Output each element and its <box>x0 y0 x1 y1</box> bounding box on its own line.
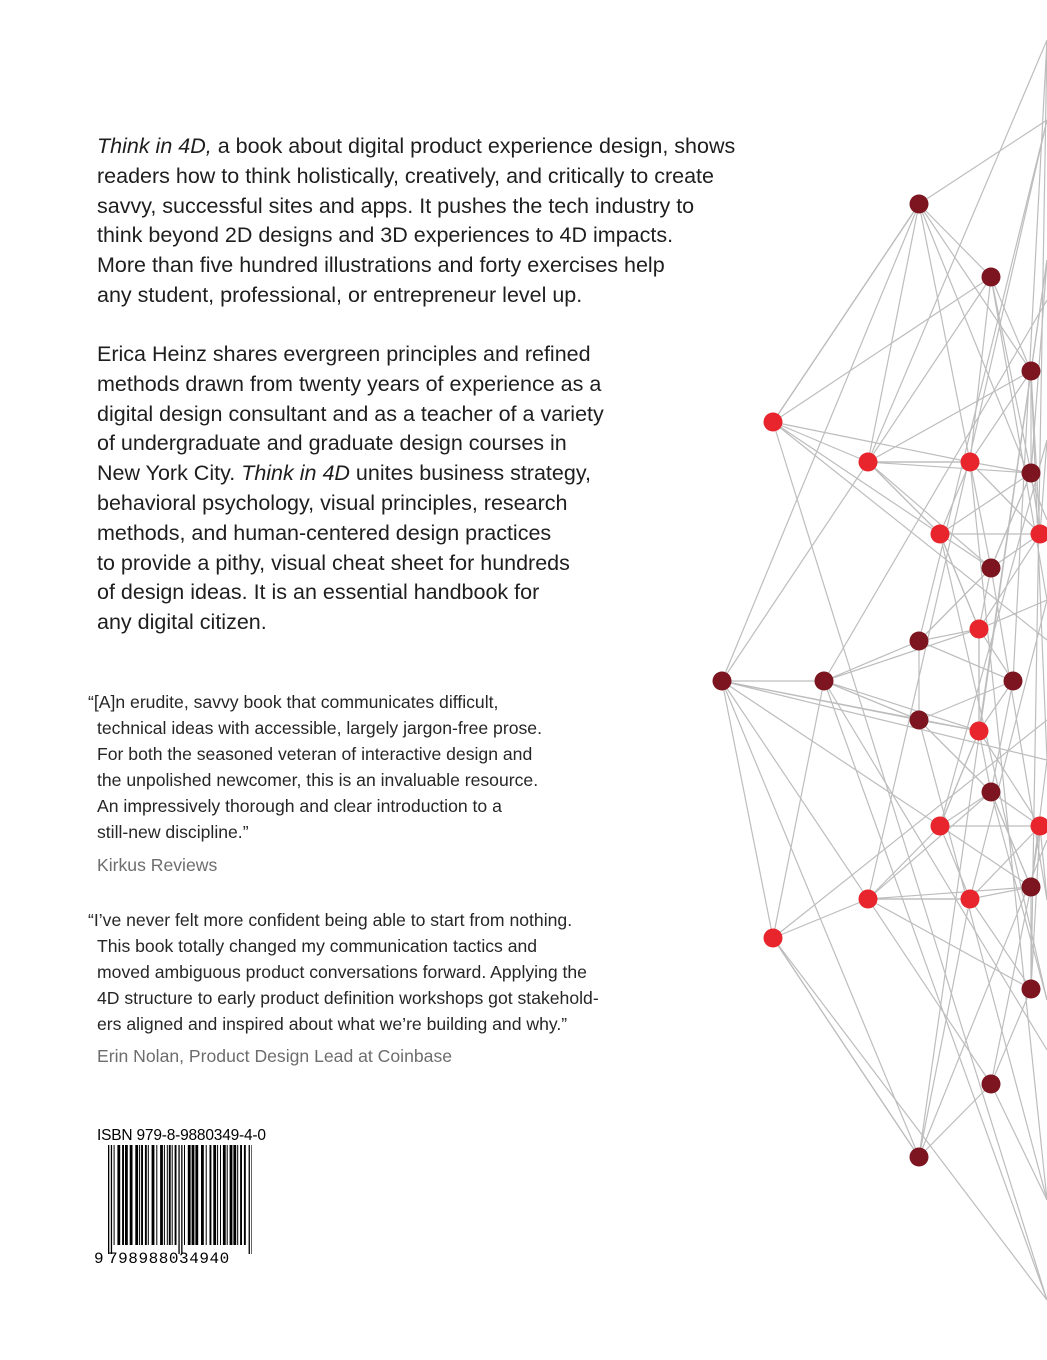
barcode-bar <box>195 1145 198 1245</box>
barcode-bar <box>251 1145 252 1254</box>
network-node <box>764 413 783 432</box>
description-line: behavioral psychology, visual principles, research <box>97 490 568 515</box>
barcode-bar <box>192 1145 195 1245</box>
description-line: methods drawn from twenty years of experience as a <box>97 371 602 396</box>
description-line: any digital citizen. <box>97 610 267 635</box>
network-edge <box>868 792 991 899</box>
network-edge <box>991 1084 1047 1200</box>
network-node <box>982 1075 1001 1094</box>
network-edge <box>722 681 1047 760</box>
quote-line: “I’ve never felt more confident being able to start from nothing. <box>88 910 573 930</box>
network-edges <box>722 40 1047 1300</box>
barcode-bar <box>206 1145 207 1245</box>
barcode-digits: 798988034940 <box>108 1250 230 1268</box>
barcode-bar <box>169 1145 171 1245</box>
network-node <box>764 929 783 948</box>
network-edge <box>991 989 1031 1084</box>
network-edge <box>940 826 1031 887</box>
quote-line: For both the seasoned veteran of interactive design and <box>97 744 533 764</box>
barcode-bar <box>135 1145 138 1245</box>
barcode-bar <box>130 1145 133 1245</box>
network-edge <box>919 1084 991 1157</box>
barcode-bar <box>188 1145 191 1245</box>
network-node <box>910 711 929 730</box>
network-edge <box>940 826 970 899</box>
network-edge <box>824 629 979 681</box>
network-edge <box>773 938 919 1157</box>
description-paragraph-1: Think in 4D, a book about digital product experience design, shows readers how to think holistically, creatively, and critically to create savvy, successful sites and apps. It pushes the tech industry to think beyond 2D designs and 3D experiences to 4D impacts. More than five hundred illustrations and forty exercises help any student, professional, or entrepreneur level up. <box>97 132 735 311</box>
description-line: to provide a pithy, visual cheat sheet for hundreds <box>97 550 570 575</box>
network-edge <box>722 462 868 681</box>
book-title-italic: Think in 4D, <box>97 134 212 158</box>
network-edge <box>1031 371 1047 760</box>
blurb-quote-1 <box>88 689 542 845</box>
barcode-bar <box>249 1145 250 1254</box>
barcode-bar <box>117 1145 120 1245</box>
description-paragraph-2: Erica Heinz shares evergreen principles and refined methods drawn from twenty years of experience as a digital design consultant and as a teacher of a variety of undergraduate and graduate design courses in New York City. Think in 4D unites business strategy, behavioral psychology, visual principles, research methods, and human-centered design practices to provide a pithy, visual cheat sheet for hundreds of design ideas. It is an essential handbook for any digital citizen. <box>97 340 604 638</box>
network-node <box>859 890 878 909</box>
isbn-label: ISBN 979-8-9880349-4-0 <box>97 1127 266 1144</box>
description-line: Erica Heinz shares evergreen principles and refined <box>97 342 591 366</box>
network-node <box>961 890 980 909</box>
network-edge <box>824 641 919 681</box>
description-line: savvy, successful sites and apps. It pushes the tech industry to <box>97 193 695 218</box>
quote-line: technical ideas with accessible, largely jargon-free prose. <box>97 718 542 738</box>
barcode-bar <box>233 1145 236 1245</box>
network-node <box>859 453 878 472</box>
network-node <box>910 195 929 214</box>
quote-line: moved ambiguous product conversations forward. Applying the <box>97 962 587 982</box>
network-node <box>982 783 1001 802</box>
barcode-bar <box>227 1145 228 1245</box>
network-edge <box>868 826 940 899</box>
quote-line: the unpolished newcomer, this is an invaluable resource. <box>97 770 539 790</box>
network-edge <box>919 260 1047 1157</box>
quote-line: This book totally changed my communication tactics and <box>97 936 538 956</box>
network-edge <box>773 422 1047 640</box>
network-node <box>961 453 980 472</box>
network-node <box>970 722 989 741</box>
blurb-attribution-2: Erin Nolan, Product Design Lead at Coinbase <box>97 1046 453 1066</box>
barcode-bar <box>111 1145 112 1254</box>
network-edge <box>824 681 919 720</box>
barcode-bar <box>139 1145 140 1245</box>
network-edge <box>722 681 919 1157</box>
description-line: any student, professional, or entrepreneur level up. <box>97 282 583 307</box>
barcode-bar <box>244 1145 246 1245</box>
network-edge <box>824 681 1047 1300</box>
blurb-quote-2 <box>88 907 599 1037</box>
barcode-bar <box>125 1145 128 1245</box>
network-edge <box>919 204 991 277</box>
barcode-bar <box>220 1145 221 1245</box>
barcode-bar <box>172 1145 173 1245</box>
description-line: readers how to think holistically, creatively, and critically to create <box>97 163 714 188</box>
barcode-bar <box>156 1145 157 1245</box>
network-node <box>982 268 1001 287</box>
barcode-bar <box>213 1145 216 1245</box>
quote-line: 4D structure to early product definition workshops got stakehold- <box>97 988 599 1008</box>
network-node <box>970 620 989 639</box>
barcode-bar <box>223 1145 226 1245</box>
description-line: think beyond 2D designs and 3D experiences to 4D impacts. <box>97 223 674 248</box>
network-node <box>815 672 834 691</box>
barcode-bar <box>240 1145 242 1245</box>
network-node <box>931 817 950 836</box>
network-edge <box>868 462 940 534</box>
network-edge <box>722 204 919 681</box>
barcode-bar <box>210 1145 212 1245</box>
network-node <box>1022 878 1041 897</box>
isbn-barcode <box>108 1145 252 1254</box>
barcode-bar <box>114 1145 115 1245</box>
barcode-bar <box>230 1145 233 1245</box>
barcode-bar <box>152 1145 155 1245</box>
barcode-bar <box>175 1145 177 1245</box>
network-edge <box>773 720 1047 938</box>
quote-line: still-new discipline.” <box>97 822 249 842</box>
barcode-bar <box>167 1145 168 1245</box>
network-node <box>910 1148 929 1167</box>
description-line: More than five hundred illustrations and forty exercises help <box>97 253 665 278</box>
barcode-bar <box>141 1145 143 1245</box>
book-title-italic: Think in 4D <box>241 461 350 486</box>
barcode-bar <box>145 1145 147 1245</box>
blurb-attribution-1: Kirkus Reviews <box>97 855 218 875</box>
barcode-bar <box>122 1145 124 1245</box>
barcode-bar <box>178 1145 179 1254</box>
barcode-bar <box>108 1145 109 1254</box>
barcode-bar <box>160 1145 163 1245</box>
network-node <box>1022 362 1041 381</box>
barcode-bar <box>217 1145 218 1245</box>
barcode-bar <box>164 1145 165 1245</box>
quote-line: An impressively thorough and clear introduction to a <box>97 796 502 816</box>
description-line: of undergraduate and graduate design courses in <box>97 431 567 456</box>
barcode-bar <box>181 1145 182 1254</box>
barcode-bar <box>237 1145 238 1245</box>
network-node <box>982 559 1001 578</box>
barcode-bar <box>184 1145 185 1245</box>
barcode-bar <box>148 1145 149 1245</box>
network-node <box>1022 980 1041 999</box>
quote-line: “[A]n erudite, savvy book that communicates difficult, <box>88 692 499 712</box>
network-node <box>1004 672 1023 691</box>
description-line: of design ideas. It is an essential handbook for <box>97 580 540 605</box>
barcode-first-digit: 9 <box>94 1250 104 1268</box>
description-line: digital design consultant and as a teacher of a variety <box>97 401 604 426</box>
network-node <box>713 672 732 691</box>
network-edge <box>773 938 1047 1300</box>
network-node <box>931 525 950 544</box>
description-line: methods, and human-centered design practices <box>97 520 552 545</box>
network-edge <box>868 371 1031 462</box>
network-node <box>910 632 929 651</box>
network-edge <box>919 681 1013 720</box>
quote-line: ers aligned and inspired about what we’re building and why.” <box>97 1014 568 1034</box>
network-node <box>1022 464 1041 483</box>
barcode-bar <box>201 1145 204 1245</box>
